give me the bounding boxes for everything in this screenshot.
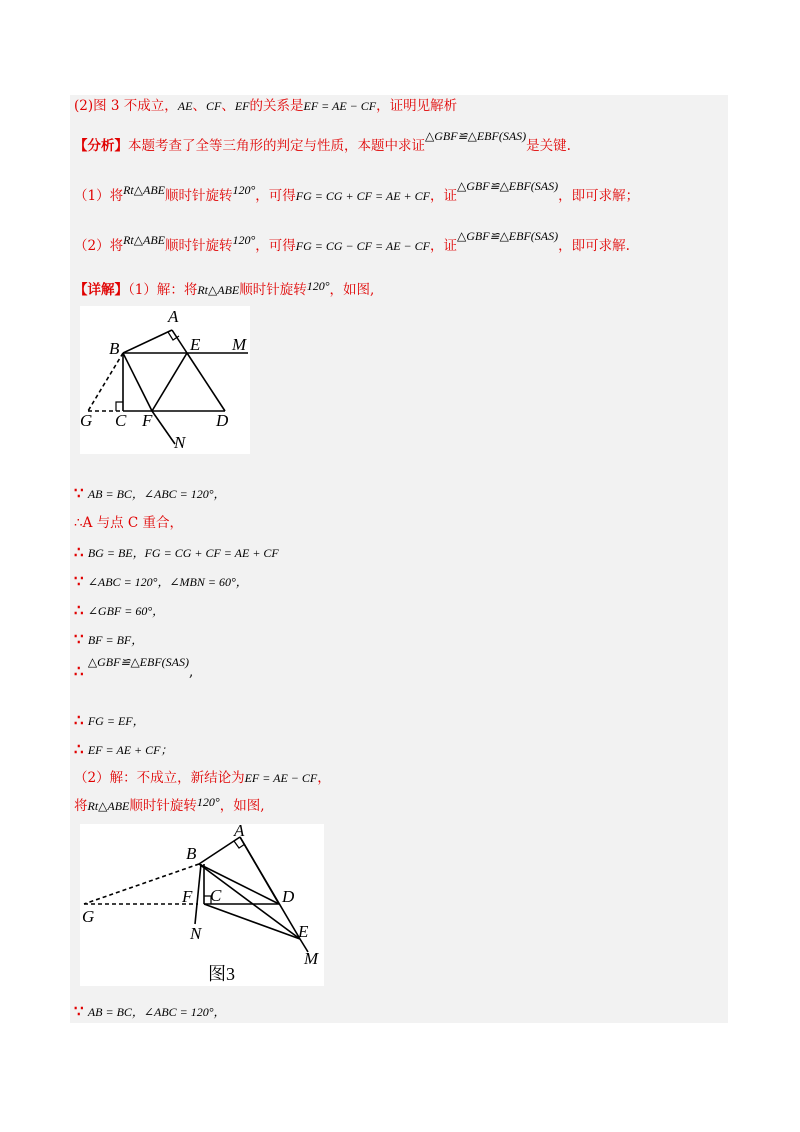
fig1-label-d: D [216, 411, 229, 430]
figure-2-svg [80, 824, 324, 986]
figure-2 [80, 824, 324, 986]
figure-1-svg [80, 306, 250, 454]
stmt-1: ∵ AB = BC，∠ABC = 120°， [74, 484, 226, 502]
fig1-label-e: E [190, 335, 201, 354]
line-analysis: 【分析】本题考查了全等三角形的判定与性质，本题中求证△GBF≌△EBF(SAS)是关键. [74, 129, 571, 154]
fig2-label-m: M [304, 949, 319, 968]
line-analysis-1: （1）将Rt△ABE顺时针旋转120°，可得FG = CG + CF = AE + CF，证△GBF≌△EBF(SAS)，即可求解； [74, 179, 640, 204]
fig2-label-d: D [282, 887, 295, 906]
stmt-6: ∵ BF = BF， [74, 630, 144, 648]
stmt-9: ∴ EF = AE + CF； [74, 740, 173, 758]
stmt-12: ∵ AB = BC，∠ABC = 120°， [74, 1002, 226, 1020]
fig1-label-c: C [115, 411, 127, 430]
fig2-label-b: B [186, 844, 197, 863]
fig1-label-n: N [174, 433, 186, 452]
fig2-caption: 图3 [208, 964, 235, 984]
fig1-label-a: A [168, 307, 179, 326]
fig2-label-n: N [190, 924, 202, 943]
stmt-3: ∴ BG = BE，FG = CG + CF = AE + CF [74, 543, 279, 561]
fig1-label-g: G [80, 411, 93, 430]
fig2-label-a: A [234, 824, 245, 840]
figure-1 [80, 306, 250, 454]
stmt-5: ∴ ∠GBF = 60°， [74, 601, 165, 619]
stmt-8: ∴ FG = EF， [74, 711, 145, 729]
stmt-11: 将Rt△ABE顺时针旋转120°，如图, [74, 795, 265, 814]
line-detail-intro: 【详解】（1）解：将Rt△ABE顺时针旋转120°，如图, [74, 279, 375, 298]
fig1-label-f: F [142, 411, 153, 430]
line-analysis-2: （2）将Rt△ABE顺时针旋转120°，可得FG = CG − CF = AE − CF，证△GBF≌△EBF(SAS)，即可求解. [74, 229, 630, 254]
stmt-7: ∴ △GBF≌△EBF(SAS), [74, 655, 194, 680]
fig2-label-e: E [298, 922, 309, 941]
fig1-label-b: B [109, 339, 120, 358]
fig2-label-c: C [210, 886, 222, 905]
fig2-label-g: G [82, 907, 95, 926]
fig2-label-f: F [182, 887, 193, 906]
line-conclusion: (2)图 3 不成立，AE、CF、EF的关系是EF = AE − CF，证明见解析 [74, 98, 458, 114]
fig1-label-m: M [232, 335, 247, 354]
stmt-10: （2）解：不成立，新结论为EF = AE − CF， [74, 770, 331, 786]
stmt-2: ∴A 与点 C 重合， [74, 515, 184, 531]
stmt-4: ∵ ∠ABC = 120°，∠MBN = 60°， [74, 572, 248, 590]
